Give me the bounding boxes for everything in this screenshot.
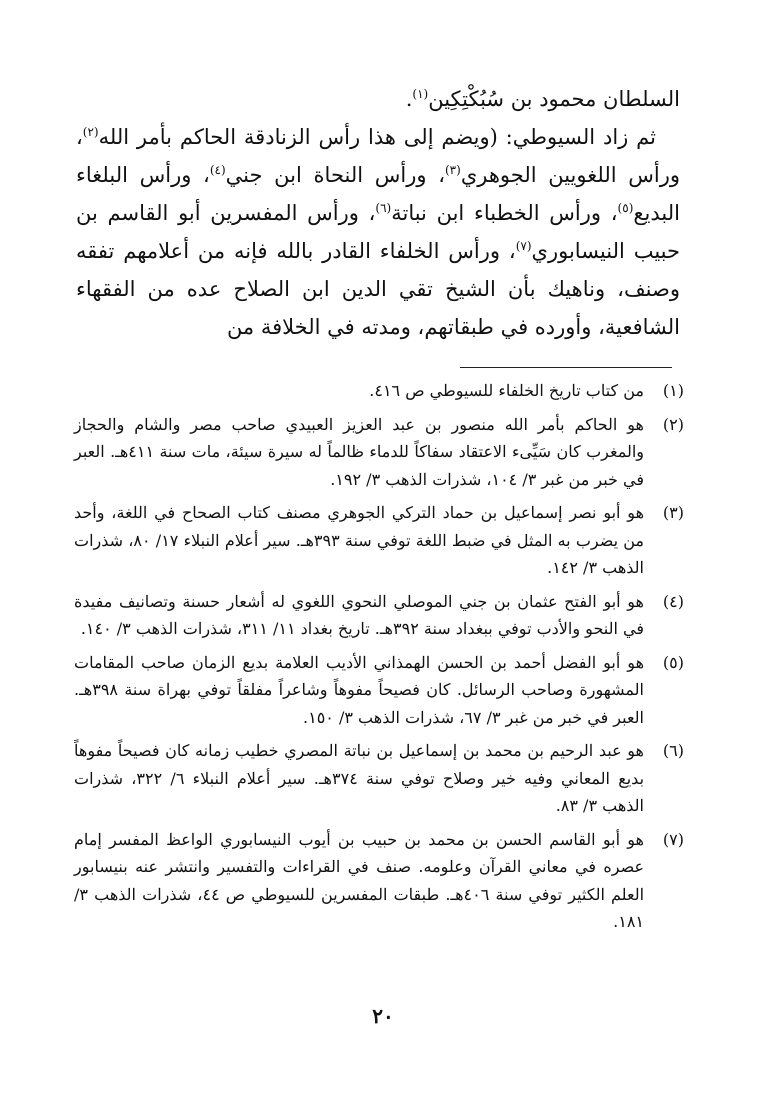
text-run: ، ورأس الخلفاء القادر بالله فإنه من أعلامهم تفقه وصنف، وناهيك بأن الشيخ تقي الدين ابن الصلاح عده من الفقهاء الشافعية، وأورده في طبقاتهم، ومدته في الخلافة من: [76, 239, 680, 339]
footnote-text: هو عبد الرحيم بن محمد بن إسماعيل بن نباتة المصري خطيب زمانه كان فصيحاً مفوهاً بديع المعاني وفيه خير وصلاح توفي سنة ٣٧٤هـ. سير أعلام النبلاء ٦/ ٣٢٢، شذرات الذهب ٣/ ٨٣.: [74, 741, 645, 815]
footnote-text: هو أبو الفضل أحمد بن الحسن الهمذاني الأديب العلامة بديع الزمان صاحب المقامات المشهورة وصاحب الرسائل. كان فصيحاً مفوهاً وشاعراً مفلقاً توفي بهراة سنة ٣٩٨هـ. العبر في خبر من غبر ٣/ ٦٧، شذرات الذهب ٣/ ١٥٠.: [74, 652, 644, 727]
footnote-ref[interactable]: (١): [412, 87, 429, 101]
text-run: ، ورأس الخطباء ابن نباتة: [391, 201, 618, 225]
footnote-number: (٧): [662, 829, 684, 849]
footnote-number: (٣): [662, 503, 684, 522]
footnote-item: [74, 826, 684, 936]
footnote-item: [74, 411, 684, 494]
text-run: ، ورأس البلغاء البديع: [76, 163, 680, 225]
footnote-text: من كتاب تاريخ الخلفاء للسيوطي ص ٤١٦.: [369, 381, 644, 400]
footnote-number: (٤): [662, 591, 684, 611]
footnote-text: هو أبو نصر إسماعيل بن حماد التركي الجوهري مصنف كتاب الصحاح في اللغة، وأحد من يضرب به المثل في ضبط اللغة توفي سنة ٣٩٣هـ. سير أعلام النبلاء ١٧/ ٨٠، شذرات الذهب ٣/ ١٤٢.: [74, 503, 644, 577]
text-run: ثم زاد السيوطي: (ويضم إلى هذا رأس الزنادقة الحاكم بأمر الله: [98, 125, 656, 149]
footnote-ref[interactable]: (٣): [444, 163, 461, 177]
footnote-separator: [460, 367, 672, 368]
footnote-ref[interactable]: (٦): [375, 201, 392, 215]
footnote-number: (٦): [662, 741, 684, 760]
footnote-ref[interactable]: (٢): [82, 125, 99, 139]
footnote-number: (١): [662, 381, 684, 400]
footnote-text: هو الحاكم بأمر الله منصور بن عبد العزيز العبيدي صاحب مصر والشام والحجاز والمغرب كان سَيِّىء الاعتقاد سفاكاً للدماء ظالماً له سيرة سيئة، مات سنة ٤١١هـ. العبر في خبر من غبر ٣/ ١٠٤، شذرات الذهب ٣/ ١٩٢.: [74, 414, 644, 489]
footnote-number: (٢): [662, 414, 684, 434]
footnote-ref[interactable]: (٤): [209, 163, 226, 177]
footnote-text: هو أبو القاسم الحسن بن محمد بن حبيب بن أيوب النيسابوري الواعظ المفسر إمام عصره في معاني القرآن وعلومه. صنف في القراءات والتفسير وانتشر عنه بنيسابور العلم الكثير توفي سنة ٤٠٦هـ. طبقات المفسرين للسيوطي ص ٤٤، شذرات الذهب ٣/ ١٨١.: [74, 829, 645, 931]
text-run: ، ورأس اللغويين الجوهري: [76, 125, 681, 187]
paragraph-continuation: [76, 80, 680, 118]
text-run: ، ورأس المفسرين أبو القاسم بن حبيب النيسابوري: [76, 201, 680, 263]
text-run: .: [405, 87, 413, 111]
footnote-item: [74, 588, 684, 643]
footnote-ref[interactable]: (٥): [617, 201, 634, 215]
footnote-item: [74, 499, 684, 582]
footnote-text: هو أبو الفتح عثمان بن جني الموصلي النحوي اللغوي له أشعار حسنة وتصانيف مفيدة في النحو والأدب توفي ببغداد سنة ٣٩٢هـ. تاريخ بغداد ١١/ ٣١١، شذرات الذهب ٣/ ١٤٠.: [74, 591, 644, 638]
text-run: ، ورأس النحاة ابن جني: [225, 163, 445, 187]
footnote-item: [74, 737, 684, 820]
footnote-item: [74, 649, 684, 732]
footnote-number: (٥): [662, 652, 684, 672]
text-run: السلطان محمود بن سُبُكْتِكِين: [428, 87, 680, 111]
paragraph-main: [76, 118, 680, 346]
footnote-item: [74, 377, 684, 405]
main-text: [76, 80, 680, 346]
footnotes: [74, 377, 684, 942]
page-number: ٢٠: [372, 1004, 394, 1028]
footnote-ref[interactable]: (٧): [515, 239, 532, 253]
